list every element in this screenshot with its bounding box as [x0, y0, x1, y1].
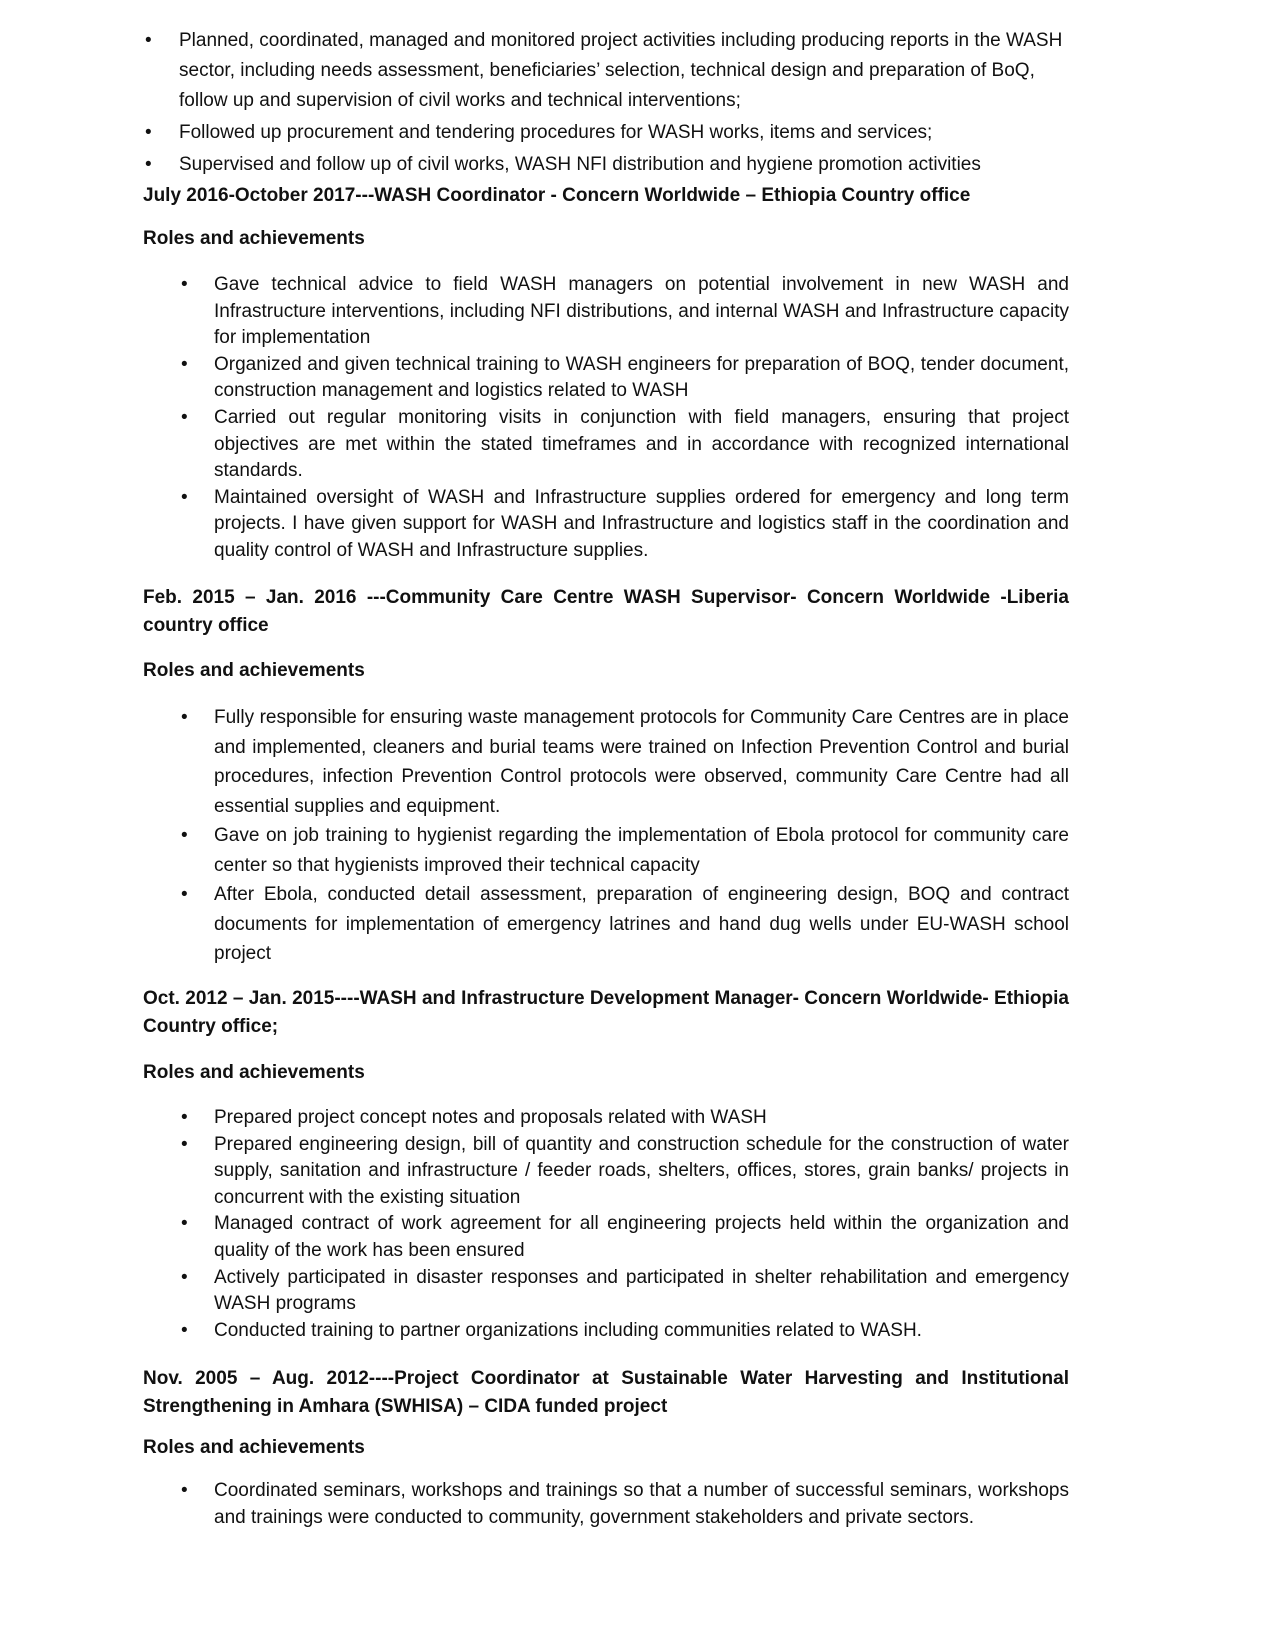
list-item: • Planned, coordinated, managed and monitored project activities including producing reports in the WASH sector, including needs assessment, beneficiaries’ selection, technical design and preparation of BoQ, follow up and supervision of civil works and technical interventions;	[143, 26, 1069, 116]
list-item: • Carried out regular monitoring visits in conjunction with field managers, ensuring that project objectives are met within the stated timeframes and in accordance with recognized international standards.	[181, 406, 1069, 482]
list-item: • Actively participated in disaster responses and participated in shelter rehabilitation and emergency WASH programs	[181, 1266, 1069, 1315]
job-header: July 2016-October 2017---WASH Coordinator - Concern Worldwide – Ethiopia Country office	[143, 185, 971, 206]
job-role-list	[179, 1105, 1069, 1344]
roles-heading: Roles and achievements	[143, 1437, 365, 1458]
bullet-icon: •	[181, 825, 188, 846]
list-item: • Organized and given technical training to WASH engineers for preparation of BOQ, tender document, construction management and logistics related to WASH	[181, 353, 1069, 402]
roles-heading: Roles and achievements	[143, 660, 365, 681]
bullet-icon: •	[181, 1266, 188, 1288]
bullet-icon: •	[181, 1319, 188, 1341]
list-item: • Maintained oversight of WASH and Infrastructure supplies ordered for emergency and long term projects. I have given support for WASH and Infrastructure and logistics staff in the coordination and quality control of WASH and Infrastructure supplies.	[181, 486, 1069, 561]
bullet-icon: •	[181, 1107, 188, 1128]
list-item: • Gave on job training to hygienist regarding the implementation of Ebola protocol for community care center so that hygienists improved their technical capacity	[179, 821, 1069, 880]
list-item: • Conducted training to partner organizations including communities related to WASH.	[179, 1318, 1069, 1345]
list-item: • Fully responsible for ensuring waste management protocols for Community Care Centres are in place and implemented, cleaners and burial teams were trained on Infection Prevention Control and burial procedures, infection Prevention Control protocols were observed, community Care Centre had all essential supplies and equipment.	[179, 703, 1069, 821]
previous-job-bullet-list	[143, 26, 1069, 182]
job-role-list	[179, 1478, 1069, 1531]
bullet-icon: •	[145, 122, 152, 143]
list-item: • After Ebola, conducted detail assessment, preparation of engineering design, BOQ and contract documents for implementation of emergency latrines and hand dug wells under EU-WASH school project	[179, 880, 1069, 969]
bullet-icon: •	[181, 707, 188, 728]
bullet-icon: •	[145, 30, 152, 51]
list-item: • Prepared project concept notes and proposals related with WASH	[179, 1105, 1069, 1132]
job-role-list	[179, 272, 1069, 565]
list-item: • Managed contract of work agreement for all engineering projects held within the organization and quality of the work has been ensured	[181, 1213, 1069, 1261]
job-header: Nov. 2005 – Aug. 2012----Project Coordinator at Sustainable Water Harvesting and Institutional Strengthening in Amhara (SWHISA) – CIDA funded project	[143, 1368, 1069, 1417]
bullet-icon: •	[181, 406, 188, 428]
job-role-list	[179, 703, 1069, 969]
bullet-icon: •	[181, 1213, 188, 1235]
bullet-icon: •	[181, 274, 188, 295]
roles-heading: Roles and achievements	[143, 1062, 365, 1083]
bullet-icon: •	[145, 154, 152, 175]
bullet-icon: •	[181, 1133, 188, 1155]
list-item: • Prepared engineering design, bill of quantity and construction schedule for the construction of water supply, sanitation and infrastructure / feeder roads, shelters, offices, stores, grain banks/ projects in concurrent with the existing situation	[181, 1133, 1069, 1208]
list-item: • Gave technical advice to field WASH managers on potential involvement in new WASH and Infrastructure interventions, including NFI distributions, and internal WASH and Infrastructure capacity for implementation	[181, 274, 1069, 349]
roles-heading: Roles and achievements	[143, 228, 365, 249]
list-item: • Coordinated seminars, workshops and trainings so that a number of successful seminars, workshops and trainings were conducted to community, government stakeholders and private sectors.	[181, 1480, 1069, 1528]
job-header: Feb. 2015 – Jan. 2016 ---Community Care Centre WASH Supervisor- Concern Worldwide -Liberia country office	[143, 587, 1069, 636]
bullet-icon: •	[181, 1480, 188, 1501]
bullet-icon: •	[181, 884, 188, 905]
job-header: Oct. 2012 – Jan. 2015----WASH and Infrastructure Development Manager- Concern Worldwide- Ethiopia Country office;	[143, 988, 1069, 1037]
list-item: • Followed up procurement and tendering procedures for WASH works, items and services;	[143, 118, 1069, 148]
list-item: • Supervised and follow up of civil works, WASH NFI distribution and hygiene promotion activities	[143, 150, 1069, 180]
bullet-icon: •	[181, 486, 188, 508]
bullet-icon: •	[181, 353, 188, 375]
